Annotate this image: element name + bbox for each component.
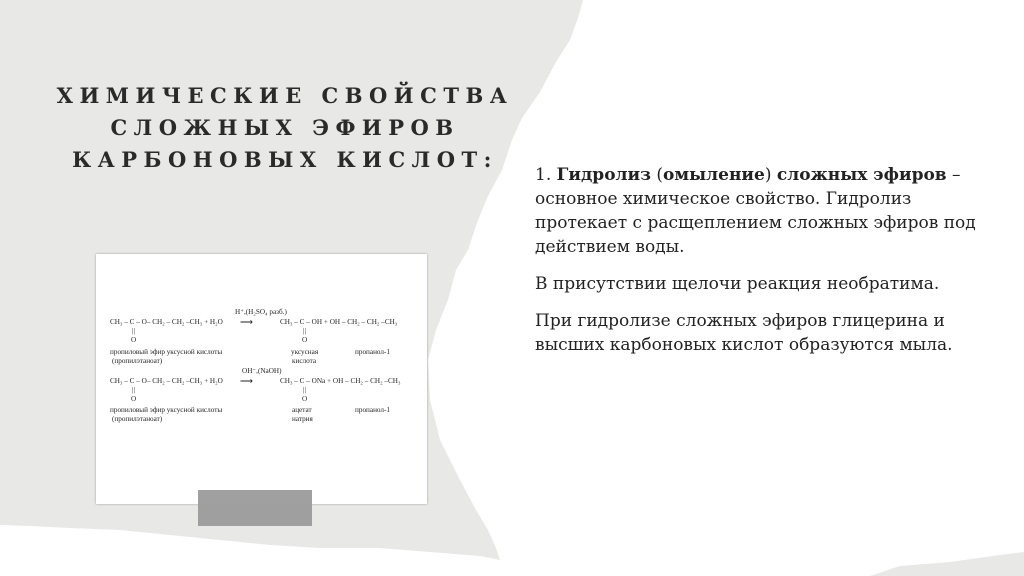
r1-name-acid-2: кислота <box>292 357 317 365</box>
r1-double-bond-right: || <box>303 327 306 335</box>
r1-oxygen-left: O <box>131 336 137 344</box>
r1-name-alcohol: пропанол-1 <box>355 348 390 356</box>
r2-oxygen-left: O <box>131 395 137 403</box>
p1-term-saponification: омыление <box>663 165 765 185</box>
r2-oxygen-right: O <box>302 395 308 403</box>
r1-arrow: ⟶ <box>240 317 253 327</box>
reaction-image <box>96 254 427 504</box>
p1-number: 1. <box>535 165 557 185</box>
p1-rest: – основное химическое свойство. Гидролиз протекает с расщеплением сложных эфиров под действием воды. <box>535 165 976 257</box>
p1-term-hydrolysis: Гидролиз <box>556 165 651 185</box>
r1-name-ester: пропиловый эфир уксусной кислоты <box>110 348 223 356</box>
r1-name-ester-alt: (пропилэтаноат) <box>112 357 163 365</box>
title-line-2: СЛОЖНЫХ ЭФИРОВ <box>110 115 460 140</box>
r1-name-acid-1: уксусная <box>291 348 319 356</box>
r2-double-bond-left: || <box>132 386 135 394</box>
paragraph-alkali: В присутствии щелочи реакция необратима. <box>535 274 940 294</box>
r2-name-ester-alt: (пропилэтаноат) <box>112 415 163 423</box>
r2-name-alcohol: пропанол-1 <box>355 406 390 414</box>
title-line-3: КАРБОНОВЫХ КИСЛОТ: <box>72 147 498 172</box>
r2-condition: OH⁻,(NaOH) <box>242 367 282 375</box>
r1-double-bond-left: || <box>132 327 135 335</box>
tape-strip <box>198 490 312 526</box>
r2-equation: CH₃ – C – O– CH₂ – CH₂ –CH₃ + H₂O <box>110 377 223 385</box>
paragraph-hydrolysis <box>535 163 985 259</box>
r2-double-bond-right: || <box>303 386 306 394</box>
r2-name-salt-2: натрия <box>292 415 313 423</box>
content-text <box>535 163 985 370</box>
paragraph-soaps: При гидролизе сложных эфиров глицерина и высших карбоновых кислот образуются мыла. <box>535 311 953 355</box>
p1-term-esters: сложных эфиров <box>776 165 947 185</box>
r2-products: CH₃ – C – ONa + OH – CH₂ – CH₂ –CH₃ <box>280 377 401 385</box>
slide-title <box>40 80 530 176</box>
title-line-1: ХИМИЧЕСКИЕ СВОЙСТВА <box>56 83 514 108</box>
p1-paren-close: ) <box>764 165 777 185</box>
r2-name-ester: пропиловый эфир уксусной кислоты <box>110 406 223 414</box>
r2-arrow: ⟶ <box>240 376 253 386</box>
r2-name-salt-1: ацетат <box>292 406 312 414</box>
r1-equation: CH₃ – C – O– CH₂ – CH₂ –CH₃ + H₂O <box>110 318 223 326</box>
p1-paren-open: ( <box>650 165 664 185</box>
r1-condition: H⁺,(H₂SO₄ разб.) <box>235 308 287 316</box>
r1-products: CH₃ – C – OH + OH – CH₂ – CH₂ –CH₃ <box>280 318 398 326</box>
r1-oxygen-right: O <box>302 336 308 344</box>
